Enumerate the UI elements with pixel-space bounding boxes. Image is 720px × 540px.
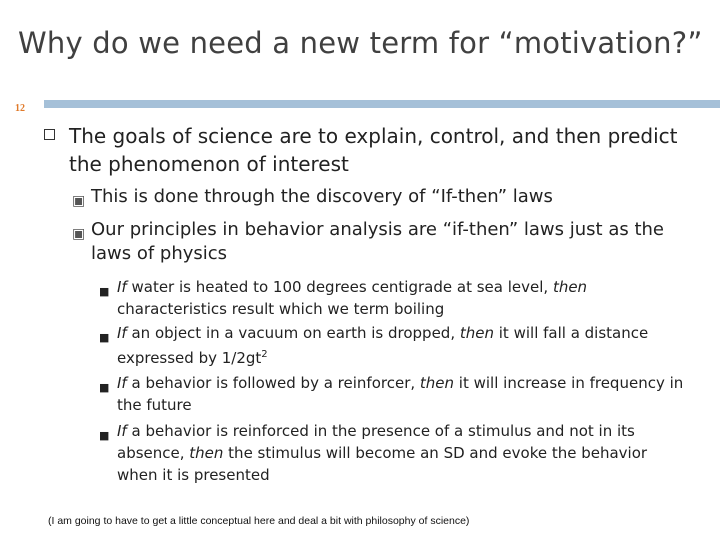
title-rule: [44, 100, 720, 108]
bullet-level3: [99, 322, 689, 369]
filled-square-icon: ■: [99, 381, 110, 394]
then-word: then: [419, 374, 455, 392]
condition-text: a behavior is reinforced in the presence of a stimulus and not in its absence,: [117, 422, 635, 462]
bullet-text: Our principles in behavior analysis are “if-then” laws just as the laws of physics: [91, 219, 664, 264]
bullet-level3: [99, 276, 689, 320]
exponent: 2: [261, 349, 268, 360]
square-bullet-icon: ▣: [72, 226, 86, 242]
condition-text: water is heated to 100 degrees centigrade at sea level,: [126, 278, 553, 296]
filled-square-icon: ■: [99, 429, 110, 442]
filled-square-icon: ■: [99, 285, 110, 298]
result-text: characteristics result which we term boiling: [117, 300, 445, 318]
filled-square-icon: ■: [99, 331, 110, 344]
slide-number: 12: [0, 98, 40, 120]
if-word: If: [117, 324, 127, 342]
bullet-level2: [72, 218, 702, 266]
bullet-level3: [99, 372, 689, 416]
then-word: then: [459, 324, 494, 342]
bullet-text: The goals of science are to explain, control, and then predict the phenomenon of interest: [69, 124, 678, 176]
bullet-text: This is done through the discovery of “If-then” laws: [91, 186, 553, 207]
square-bullet-icon: ▣: [72, 193, 86, 209]
condition-text: a behavior is followed by a reinforcer,: [126, 374, 420, 392]
footnote: (I am going to have to get a little conceptual here and deal a bit with philosophy of science): [48, 515, 470, 527]
slide-title: Why do we need a new term for “motivation?”: [18, 26, 703, 60]
then-word: then: [189, 444, 224, 462]
bullet-level2: [72, 185, 702, 209]
if-word: If: [117, 278, 127, 296]
then-word: then: [552, 278, 588, 296]
result-text: the stimulus will become an SD and evoke the behavior when it is presented: [117, 444, 648, 484]
if-word: If: [117, 422, 127, 440]
bullet-level1: [44, 122, 694, 178]
hollow-square-icon: [44, 129, 55, 140]
bullet-level3: [99, 420, 669, 486]
result-text: it will fall a distance expressed by 1/2gt: [117, 324, 649, 367]
if-word: If: [117, 374, 127, 392]
result-text: it will increase in frequency in the future: [117, 374, 684, 414]
condition-text: an object in a vacuum on earth is dropped,: [126, 324, 460, 342]
